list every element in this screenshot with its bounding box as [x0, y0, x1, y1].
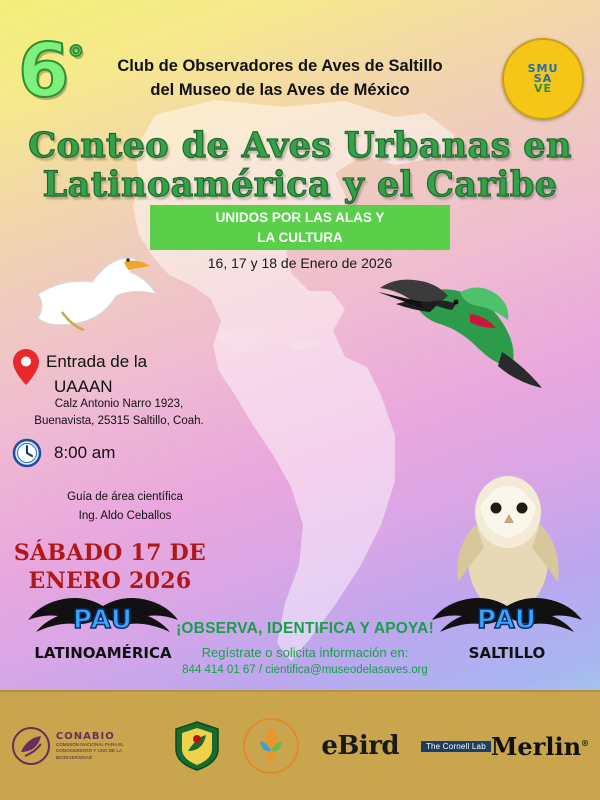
organizer-line-2: del Museo de las Aves de México [150, 80, 410, 99]
badge-inner [515, 51, 571, 107]
location-line-2: UAAAN [54, 376, 113, 396]
badge-acronym-bottom: VE [533, 82, 553, 95]
guide-info [30, 488, 220, 526]
location-address [14, 396, 224, 431]
badge-acronym-top: SMU [527, 62, 559, 75]
conabio-text [56, 731, 152, 761]
highlight-date-line-1: SÁBADO 17 DE [13, 540, 207, 566]
guide-name: Ing. Aldo Ceballos [78, 509, 172, 522]
address-line-1: Calz Antonio Narro 1923, [54, 398, 184, 410]
highlight-date-line-2: ENERO 2026 [28, 567, 192, 594]
event-dates: 16, 17 y 18 de Enero de 2026 [207, 255, 393, 271]
conabio-tagline: COMISIÓN NACIONAL PARA EL CONOCIMIENTO Y USO DE LA BIODIVERSIDAD [55, 742, 124, 760]
edition-number: 6° [18, 28, 83, 114]
pau-latinoamerica-logo [28, 596, 178, 662]
organizer-line-1: Club de Observadores de Aves de Saltillo [117, 57, 443, 75]
map-pin-icon [12, 348, 40, 386]
conabio-logo [11, 726, 152, 766]
call-to-action [160, 620, 450, 676]
merlin-name: Merlin® [490, 732, 590, 761]
museo-aves-badge-logo [502, 38, 584, 120]
pau-word-left: PAU [72, 605, 134, 635]
event-time: 8:00 am [54, 443, 116, 462]
cta-line-1: ¡OBSERVA, IDENTIFICA Y APOYA! [176, 620, 434, 637]
conabio-acronym: CONABIO [55, 731, 115, 743]
badge-acronym-mid: SA [533, 72, 553, 85]
merlin-cornell-lab-label: The Cornell Lab [421, 741, 491, 752]
pau-wings-right [432, 596, 582, 642]
merlin-logo [421, 733, 589, 759]
pau-word-right: PAU [476, 605, 538, 635]
title-line-1: Conteo de Aves Urbanas en [28, 125, 572, 166]
cta-contact[interactable]: 844 414 01 67 / cientifica@museodelasaves.org [182, 664, 428, 676]
pau-wings-left [28, 596, 178, 642]
highlight-date [10, 540, 210, 595]
slogan-banner [150, 205, 450, 250]
sponsor-footer [0, 690, 600, 800]
pau-sub-left: LATINOAMÉRICA [34, 644, 172, 662]
smusave-logo [242, 717, 300, 775]
pau-saltillo-logo [432, 596, 582, 662]
location-label [46, 350, 226, 399]
pau-sub-right: SALTILLO [468, 644, 546, 662]
page-title [0, 126, 600, 204]
title-line-2: Latinoamérica y el Caribe [42, 164, 558, 206]
organizer-name [100, 55, 460, 103]
slogan-line-2: LA CULTURA [257, 229, 343, 245]
address-line-2: Buenavista, 25315 Saltillo, Coah. [34, 415, 204, 428]
egret-bird-illustration [32, 232, 182, 342]
uaaan-logo [174, 721, 220, 771]
slogan-line-1: UNIDOS POR LAS ALAS Y [215, 210, 385, 225]
ebird-logo: eBird [321, 731, 400, 761]
clock-icon [12, 438, 42, 468]
cta-line-2: Regístrate o solicita información en: [201, 645, 409, 660]
hummingbird-illustration [352, 252, 582, 402]
location-line-1: Entrada de la [46, 352, 148, 371]
guide-role: Guía de área científica [67, 491, 183, 503]
